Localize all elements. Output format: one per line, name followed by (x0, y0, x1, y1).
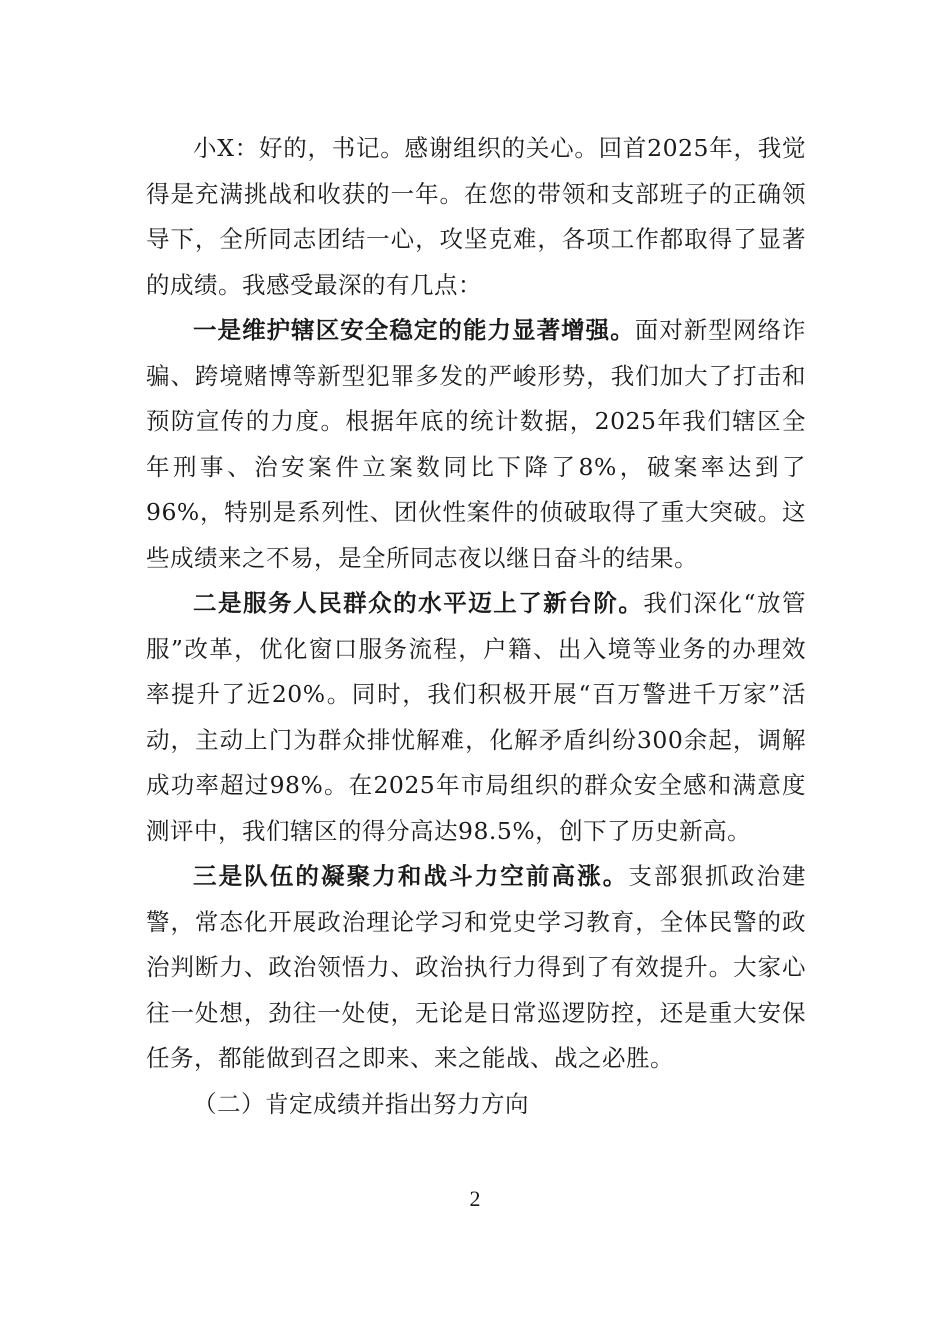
paragraph-point-two-text: 我们深化“放管服”改革，优化窗口服务流程，户籍、出入境等业务的办理效率提升了近20%。同时，我们积极开展“百万警进千万家”活动，主动上门为群众排忧解难，化解矛盾纠纷300余起，调解成功率超过98%。在2025年市局组织的群众安全感和满意度测评中，我们辖区的得分高达98.5%，创下了历史新高。 (146, 589, 807, 845)
paragraph-point-one-lead: 一是维护辖区安全稳定的能力显著增强。 (193, 316, 635, 344)
paragraph-point-two (146, 581, 806, 854)
paragraph-point-three (146, 854, 806, 1082)
paragraph-point-two-lead: 二是服务人民群众的水平迈上了新台阶。 (193, 589, 644, 617)
paragraph-intro (146, 126, 806, 308)
paragraph-point-one-text: 面对新型网络诈骗、跨境赌博等新型犯罪多发的严峻形势，我们加大了打击和预防宣传的力度。根据年底的统计数据，2025年我们辖区全年刑事、治安案件立案数同比下降了8%，破案率达到了96%，特别是系列性、团伙性案件的侦破取得了重大突破。这些成绩来之不易，是全所同志夜以继日奋斗的结果。 (146, 316, 806, 572)
paragraph-point-three-text: 支部狠抓政治建警，常态化开展政治理论学习和党史学习教育，全体民警的政治判断力、政治领悟力、政治执行力得到了有效提升。大家心往一处想，劲往一处使，无论是日常巡逻防控，还是重大安保任务，都能做到召之即来、来之能战、战之必胜。 (146, 862, 807, 1072)
paragraph-point-one (146, 308, 806, 581)
paragraph-point-three-lead: 三是队伍的凝聚力和战斗力空前高涨。 (193, 862, 629, 890)
section-subheading: （二）肯定成绩并指出努力方向 (193, 1089, 529, 1118)
document-body (146, 126, 806, 1127)
paragraph-intro-text: 小X：好的，书记。感谢组织的关心。回首2025年，我觉得是充满挑战和收获的一年。在您的带领和支部班子的正确领导下，全所同志团结一心，攻坚克难，各项工作都取得了显著的成绩。我感受最深的有几点： (146, 134, 806, 299)
page-number: 2 (469, 1186, 481, 1211)
